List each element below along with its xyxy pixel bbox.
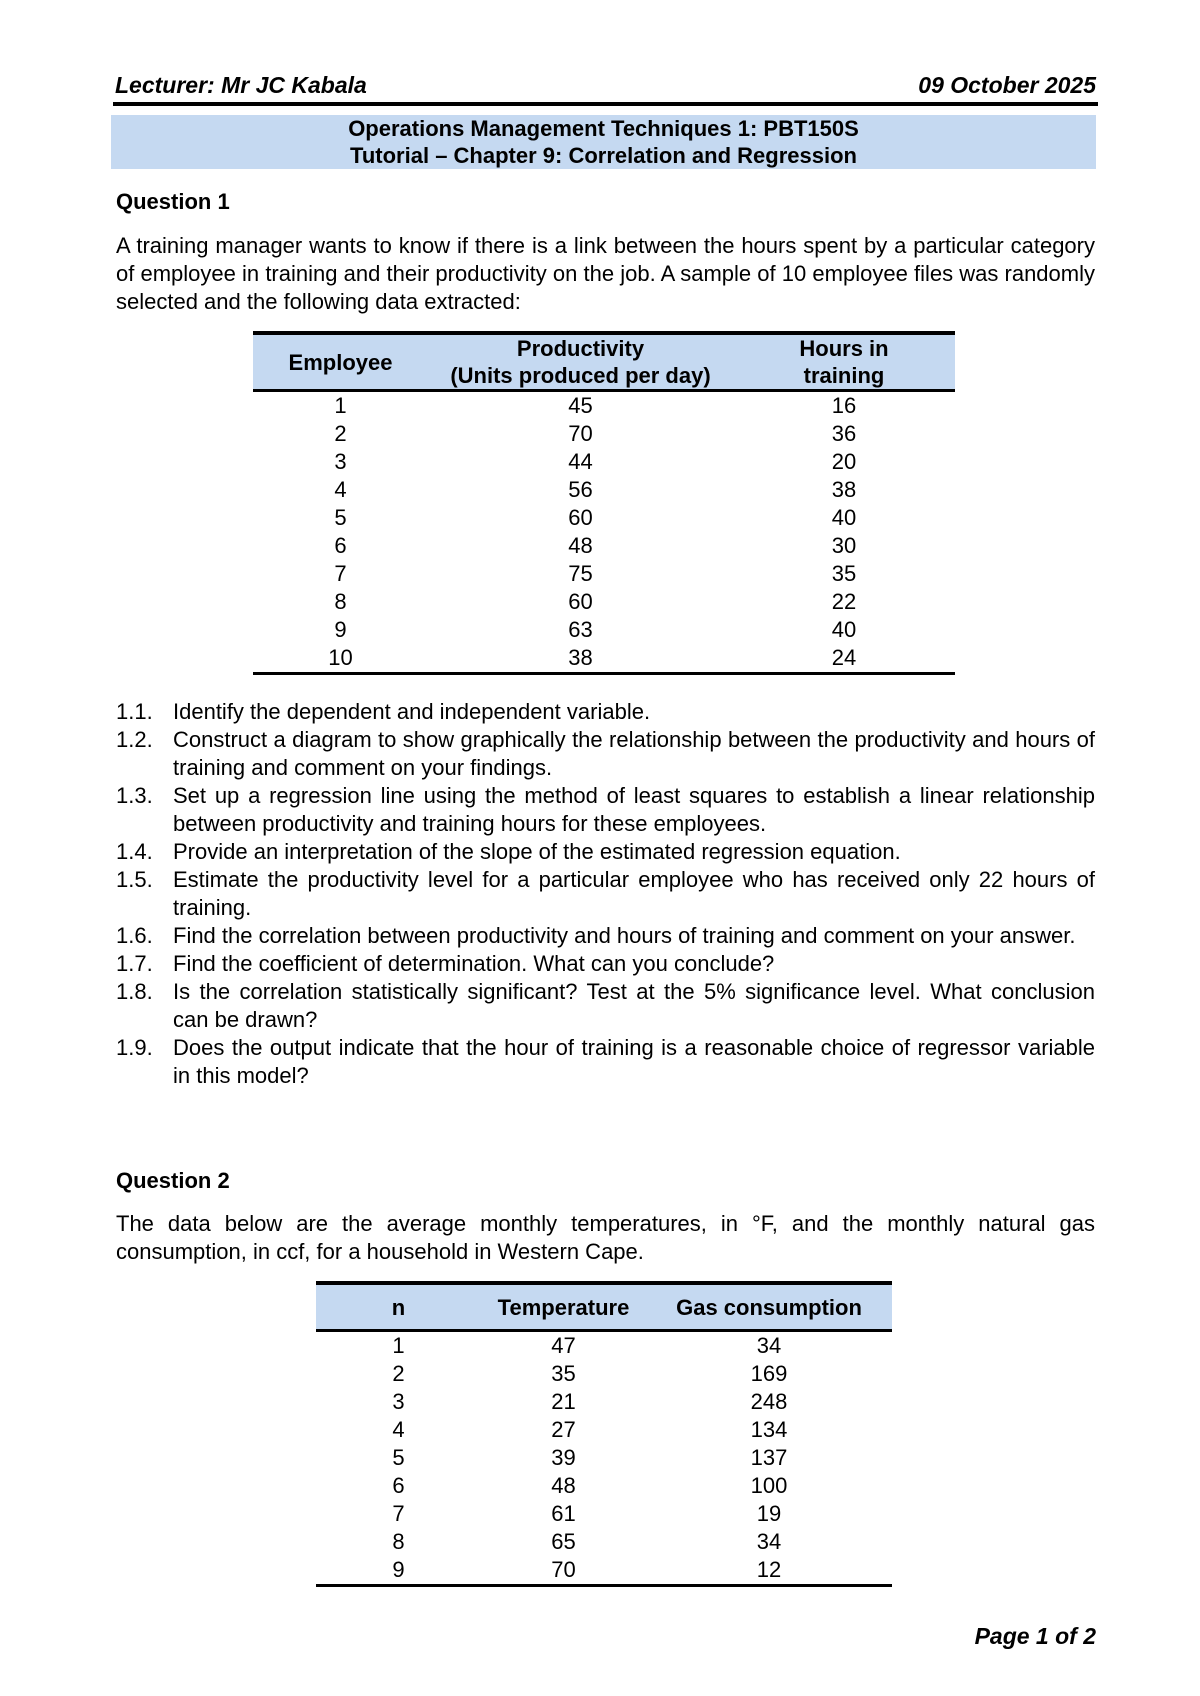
hours-cell: 36	[831, 421, 857, 446]
subquestion-text: Does the output indicate that the hour of training is a reasonable choice of regressor variable in this model?	[173, 1035, 1095, 1088]
subquestion-item	[116, 866, 1095, 922]
hours-cell: 30	[831, 533, 857, 558]
subquestion-item	[116, 978, 1095, 1034]
n-cell: 6	[392, 1473, 405, 1498]
subquestion-text: Estimate the productivity level for a particular employee who has received only 22 hours of training.	[173, 867, 1095, 920]
temperature-cell: 48	[551, 1473, 576, 1498]
gas-cell: 19	[756, 1501, 782, 1526]
table-row	[253, 560, 955, 588]
temperature-cell: 35	[551, 1361, 576, 1386]
table-row	[316, 1500, 892, 1528]
gas-cell: 137	[750, 1445, 788, 1470]
temperature-cell: 21	[551, 1389, 576, 1414]
table-row	[253, 476, 955, 504]
n-cell: 9	[316, 1556, 481, 1586]
employee-cell: 10	[253, 644, 428, 674]
table-row	[316, 1528, 892, 1556]
table-row	[316, 1444, 892, 1472]
subquestion-text: Is the correlation statistically significant? Test at the 5% significance level. What conclusion can be drawn?	[173, 979, 1095, 1032]
productivity-cell: 45	[568, 393, 593, 418]
n-cell: 5	[392, 1445, 405, 1470]
table-row	[253, 391, 955, 421]
subquestion-text: Identify the dependent and independent variable.	[173, 699, 651, 724]
subquestion-number: 1.8.	[116, 979, 153, 1004]
n-cell: 8	[392, 1529, 405, 1554]
subquestion-number: 1.9.	[116, 1035, 153, 1060]
employee-cell: 1	[334, 393, 347, 418]
col-header-employee: Employee	[253, 333, 428, 391]
subquestion-number: 1.5.	[116, 867, 153, 892]
col-header-n: n	[316, 1283, 481, 1331]
question-1-intro: A training manager wants to know if there is a link between the hours spent by a particular category of employee in training and their productivity on the job. A sample of 10 employee files was randomly selected and the following data extracted:	[116, 233, 1095, 314]
table-row	[316, 1331, 892, 1361]
employee-cell: 8	[334, 589, 347, 614]
question-2-heading: Question 2	[116, 1168, 230, 1193]
productivity-cell: 44	[568, 449, 593, 474]
temperature-cell: 27	[551, 1417, 576, 1442]
n-cell: 1	[392, 1333, 405, 1358]
subquestion-item	[116, 726, 1095, 782]
page-number: Page 1 of 2	[974, 1623, 1096, 1649]
col-header-gas: Gas consumption	[646, 1283, 892, 1331]
subquestion-item	[116, 698, 1095, 726]
table-row	[253, 448, 955, 476]
subquestion-number: 1.1.	[116, 699, 153, 724]
table-header-row	[316, 1283, 892, 1331]
gas-cell: 248	[750, 1389, 788, 1414]
hours-cell: 20	[831, 449, 857, 474]
subquestion-item	[116, 782, 1095, 838]
subquestion-text: Set up a regression line using the method of least squares to establish a linear relationship between productivity and training hours for these employees.	[173, 783, 1095, 836]
question-2-intro: The data below are the average monthly temperatures, in °F, and the monthly natural gas consumption, in ccf, for a household in Western Cape.	[116, 1211, 1095, 1264]
table-row	[253, 420, 955, 448]
subquestion-text: Find the coefficient of determination. What can you conclude?	[173, 951, 775, 976]
employee-cell: 4	[334, 477, 347, 502]
gas-cell: 34	[756, 1529, 782, 1554]
title-banner	[111, 115, 1096, 169]
subquestion-item	[116, 1034, 1095, 1090]
productivity-table	[253, 331, 955, 675]
subquestion-number: 1.3.	[116, 783, 153, 808]
table-row	[253, 532, 955, 560]
productivity-cell: 56	[568, 477, 593, 502]
hours-cell: 35	[831, 561, 857, 586]
employee-cell: 5	[334, 505, 347, 530]
hours-cell: 16	[831, 393, 857, 418]
subquestion-item	[116, 838, 1095, 866]
subquestion-text: Provide an interpretation of the slope of the estimated regression equation.	[173, 839, 901, 864]
employee-cell: 7	[334, 561, 347, 586]
temperature-cell: 61	[551, 1501, 576, 1526]
productivity-cell: 38	[428, 644, 733, 674]
hours-cell: 40	[831, 505, 857, 530]
table-row	[316, 1416, 892, 1444]
gas-cell: 134	[750, 1417, 788, 1442]
gas-cell: 169	[750, 1361, 788, 1386]
page-header	[113, 72, 1098, 106]
employee-cell: 9	[334, 617, 347, 642]
question-1-heading: Question 1	[116, 189, 230, 214]
temperature-cell: 39	[551, 1445, 576, 1470]
gas-cell: 100	[750, 1473, 788, 1498]
hours-cell: 24	[733, 644, 955, 674]
n-cell: 3	[392, 1389, 405, 1414]
temperature-cell: 65	[551, 1529, 576, 1554]
subquestion-text: Construct a diagram to show graphically the relationship between the productivity and hours of training and comment on your findings.	[173, 727, 1095, 780]
gas-cell: 34	[756, 1333, 782, 1358]
productivity-cell: 75	[568, 561, 593, 586]
subquestion-number: 1.2.	[116, 727, 153, 752]
n-cell: 4	[392, 1417, 405, 1442]
productivity-cell: 63	[568, 617, 593, 642]
n-cell: 7	[392, 1501, 405, 1526]
table-row	[253, 588, 955, 616]
temperature-cell: 47	[551, 1333, 576, 1358]
n-cell: 2	[392, 1361, 405, 1386]
hours-cell: 22	[831, 589, 857, 614]
productivity-cell: 60	[568, 589, 593, 614]
hours-cell: 38	[831, 477, 857, 502]
header-date: 09 October 2025	[918, 72, 1096, 98]
col-header-hours: Hours in training	[733, 333, 955, 391]
subquestion-text: Find the correlation between productivity and hours of training and comment on your answer.	[173, 923, 1076, 948]
productivity-cell: 48	[568, 533, 593, 558]
temperature-cell: 70	[481, 1556, 646, 1586]
subquestion-number: 1.4.	[116, 839, 153, 864]
subquestion-item	[116, 950, 1095, 978]
course-title: Operations Management Techniques 1: PBT150S	[348, 116, 859, 141]
table-header-row	[253, 333, 955, 391]
productivity-cell: 60	[568, 505, 593, 530]
subquestion-number: 1.6.	[116, 923, 153, 948]
table-row	[316, 1556, 892, 1586]
employee-cell: 2	[334, 421, 347, 446]
table-row	[316, 1472, 892, 1500]
col-header-temperature: Temperature	[481, 1283, 646, 1331]
productivity-cell: 70	[568, 421, 593, 446]
col-header-productivity: Productivity (Units produced per day)	[428, 333, 733, 391]
question-1-subquestions	[116, 698, 1095, 1090]
table-row	[253, 616, 955, 644]
employee-cell: 3	[334, 449, 347, 474]
employee-cell: 6	[334, 533, 347, 558]
lecturer-name: Lecturer: Mr JC Kabala	[115, 72, 367, 98]
table-row	[253, 504, 955, 532]
gas-consumption-table	[316, 1281, 892, 1587]
table-row	[316, 1360, 892, 1388]
tutorial-title: Tutorial – Chapter 9: Correlation and Regression	[350, 143, 857, 168]
hours-cell: 40	[831, 617, 857, 642]
table-row	[316, 1388, 892, 1416]
table-row	[253, 644, 955, 674]
subquestion-number: 1.7.	[116, 951, 153, 976]
subquestion-item	[116, 922, 1095, 950]
gas-cell: 12	[646, 1556, 892, 1586]
